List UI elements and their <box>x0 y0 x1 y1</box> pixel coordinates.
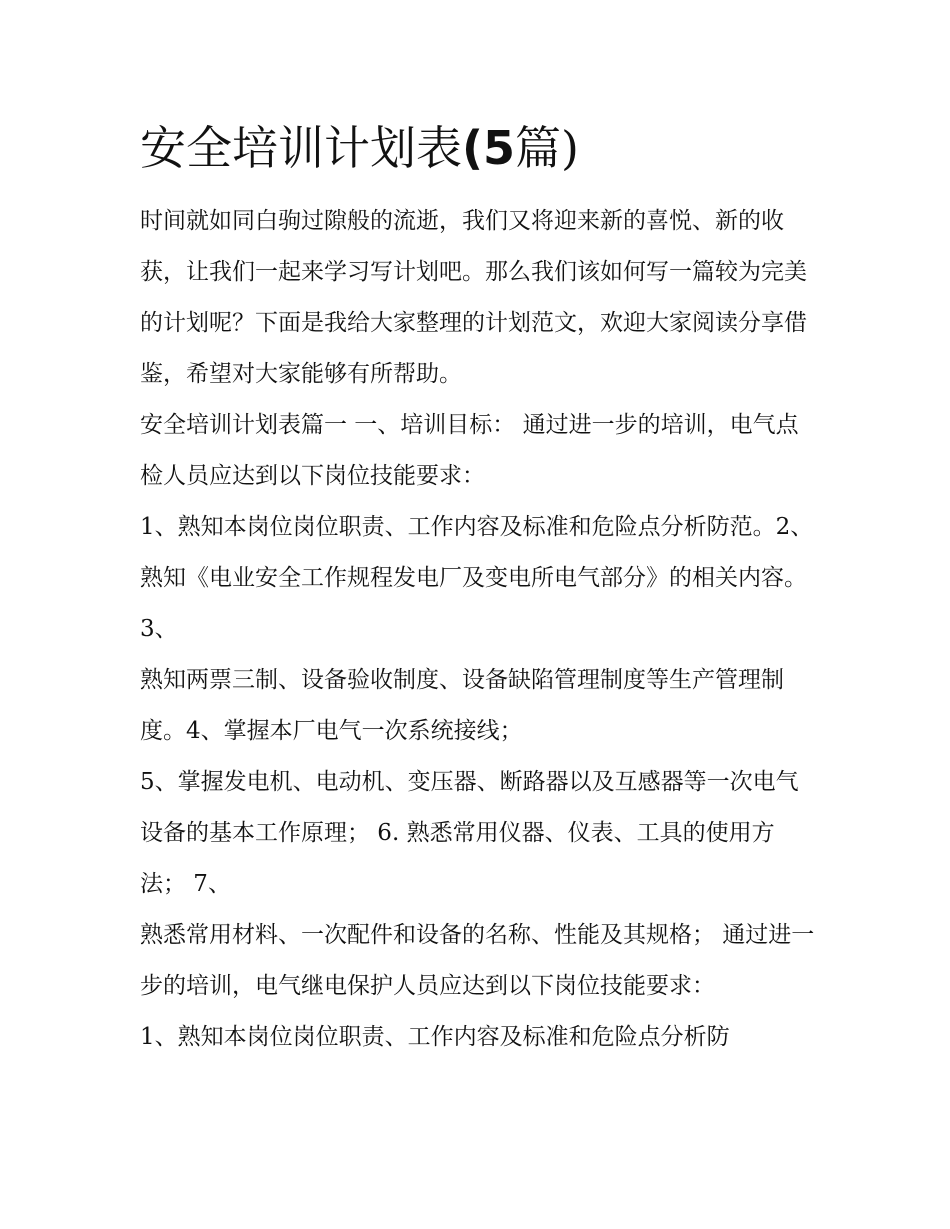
section-one-goal: 安全培训计划表篇一 一、培训目标： 通过进一步的培训，电气点检人员应达到以下岗位技能要求： <box>140 412 799 489</box>
requirement-paragraph: 熟知两票三制、设备验收制度、设备缺陷管理制度等生产管理制度。4、掌握本厂电气一次系统接线； <box>140 667 784 744</box>
requirement-paragraph: 1、熟知本岗位岗位职责、工作内容及标准和危险点分析防范。2、熟知《电业安全工作规程发电厂及变电所电气部分》的相关内容。3、 <box>140 514 814 642</box>
title-count: (5 <box>462 121 516 175</box>
title-tail: 篇) <box>515 121 579 175</box>
requirement-paragraph: 5、掌握发电机、电动机、变压器、断路器以及互感器等一次电气设备的基本工作原理； 6. 熟悉常用仪器、仪表、工具的使用方法； 7、 <box>140 769 799 897</box>
document-title <box>140 112 820 184</box>
intro-paragraph: 时间就如同白驹过隙般的流逝，我们又将迎来新的喜悦、新的收获，让我们一起来学习写计划吧。那么我们该如何写一篇较为完美的计划呢？下面是我给大家整理的计划范文，欢迎大家阅读分享借鉴，希望对大家能够有所帮助。 <box>140 208 807 387</box>
requirement-paragraph: 熟悉常用材料、一次配件和设备的名称、性能及其规格； 通过进一步的培训，电气继电保护人员应达到以下岗位技能要求： <box>140 922 815 999</box>
document-body <box>140 112 820 1063</box>
title-main: 安全培训计划表 <box>140 121 462 175</box>
requirement-paragraph: 1、熟知本岗位岗位职责、工作内容及标准和危险点分析防 <box>140 1024 730 1050</box>
